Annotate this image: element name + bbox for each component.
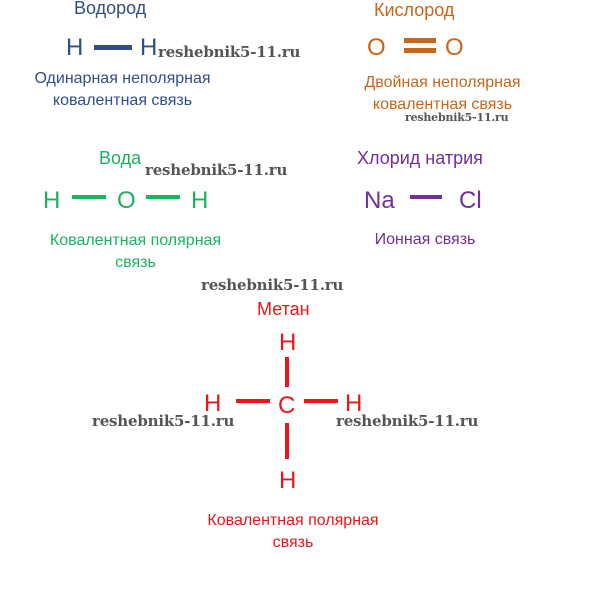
methane-atom-top: H <box>279 329 297 356</box>
water-atom-center: O <box>117 187 136 214</box>
water-atom-left: H <box>43 187 61 214</box>
methane-bond-bottom <box>285 423 289 459</box>
sodium-chloride-atom-right: Cl <box>459 187 482 214</box>
water-title: Вода <box>99 148 142 168</box>
sodium-chloride-atom-left: Na <box>364 187 395 214</box>
methane-bond-top <box>285 357 289 387</box>
methane-atom-bottom: H <box>279 467 297 494</box>
oxygen-double-bond-top <box>404 38 436 43</box>
water-description-line2: связь <box>115 254 156 271</box>
water-description <box>18 230 253 274</box>
sodium-chloride-ionic-bond <box>410 195 442 199</box>
oxygen-double-bond-bottom <box>404 48 436 53</box>
watermark-hydrogen: reshebnik5-11.ru <box>158 43 301 61</box>
methane-bond-left <box>236 399 270 403</box>
methane-atom-center: C <box>278 392 296 419</box>
methane-description-line2: связь <box>272 534 314 551</box>
hydrogen-description-line1: Одинарная неполярная <box>34 70 211 87</box>
methane-bond-right <box>304 399 338 403</box>
sodium-chloride-title: Хлорид натрия <box>357 148 483 168</box>
watermark-water: reshebnik5-11.ru <box>145 161 288 179</box>
water-description-line1: Ковалентная полярная <box>49 232 222 249</box>
oxygen-atom-left: O <box>367 34 386 61</box>
oxygen-double-bond <box>404 38 436 54</box>
watermark-center: reshebnik5-11.ru <box>201 276 344 294</box>
water-atom-right: H <box>191 187 209 214</box>
oxygen-description-line1: Двойная неполярная <box>364 74 521 91</box>
hydrogen-title: Водород <box>74 0 147 18</box>
oxygen-title: Кислород <box>374 0 455 20</box>
water-bond-left <box>72 195 106 199</box>
hydrogen-atom-left: H <box>66 34 84 61</box>
methane-atom-right: H <box>345 390 363 417</box>
hydrogen-atom-right: H <box>140 34 158 61</box>
hydrogen-description-line2: ковалентная связь <box>52 92 193 109</box>
hydrogen-description <box>0 68 245 112</box>
methane-title: Метан <box>257 299 310 319</box>
hydrogen-single-bond <box>94 45 132 50</box>
oxygen-description <box>310 72 575 116</box>
methane-atom-left: H <box>204 390 222 417</box>
oxygen-description-line2: ковалентная связь <box>372 96 513 113</box>
methane-description-line1: Ковалентная полярная <box>207 512 379 529</box>
oxygen-atom-right: O <box>445 34 464 61</box>
methane-description <box>172 510 414 554</box>
watermark-oxygen: reshebnik5-11.ru <box>405 111 509 124</box>
sodium-chloride-description: Ионная связь <box>374 231 476 248</box>
watermark-methane-right: reshebnik5-11.ru <box>336 412 479 430</box>
watermark-methane-left: reshebnik5-11.ru <box>92 412 235 430</box>
water-bond-right <box>146 195 180 199</box>
